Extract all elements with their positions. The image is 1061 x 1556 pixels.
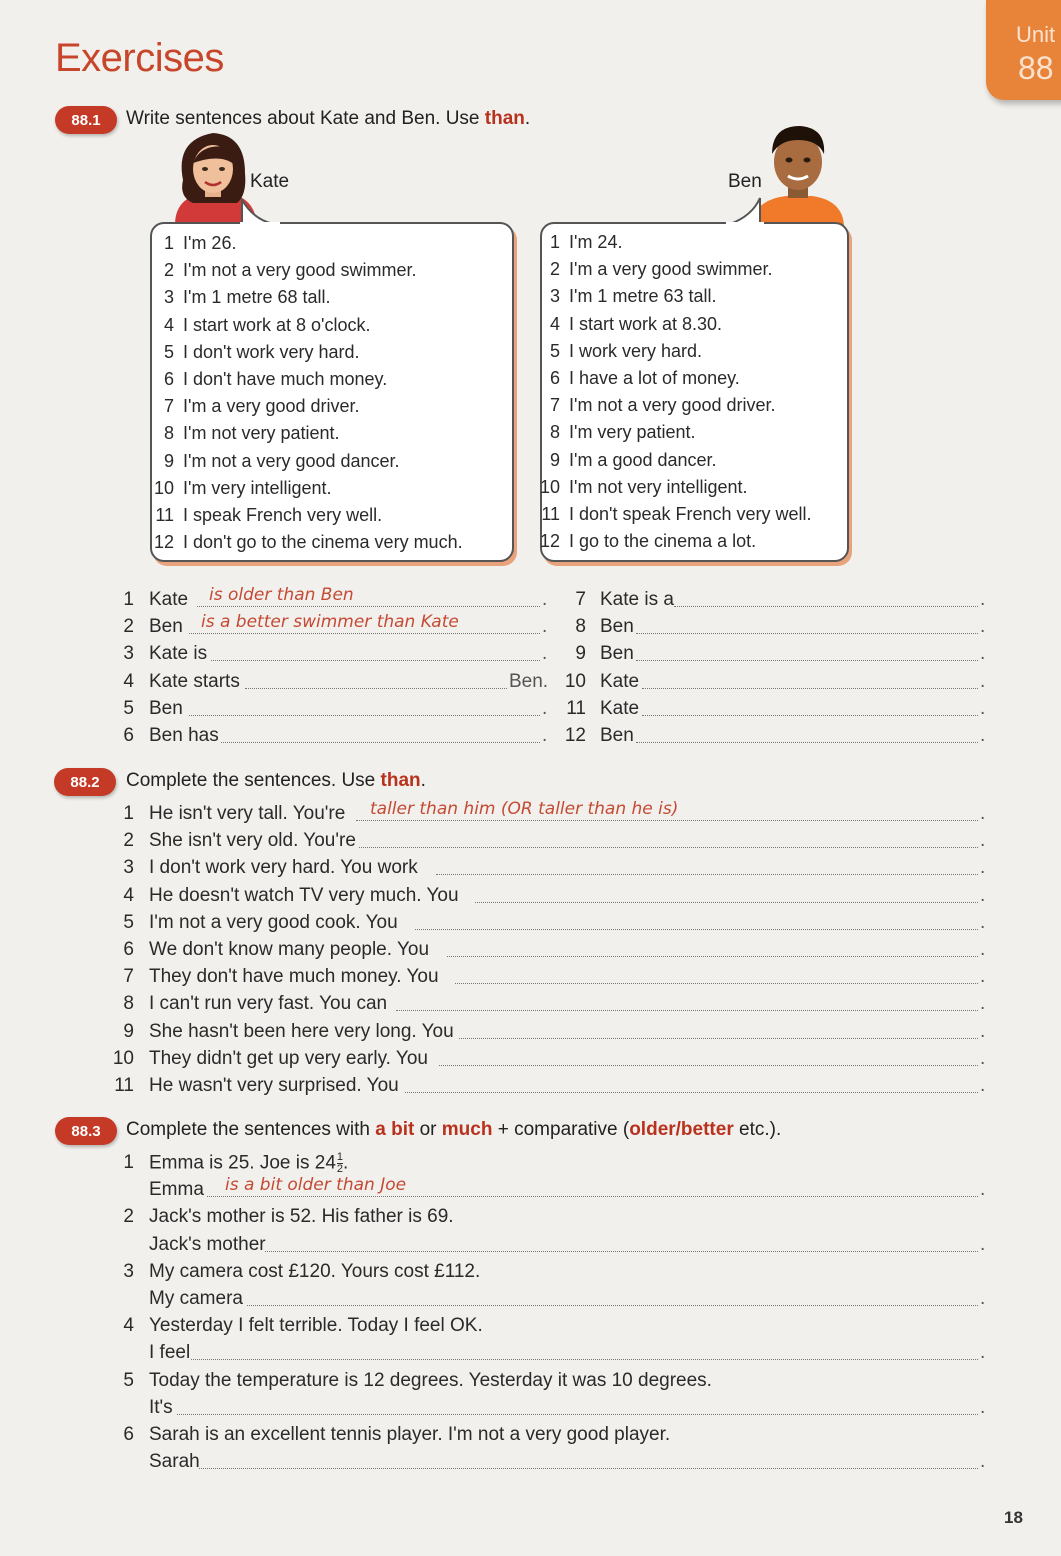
line-end: . xyxy=(980,616,986,638)
item-number: 10 xyxy=(112,1047,134,1069)
ben-statement xyxy=(536,259,773,280)
kate-statement xyxy=(150,315,371,336)
item-prompt: Jack's mother xyxy=(149,1233,266,1255)
ben-statement-number: 10 xyxy=(539,476,560,497)
kate-statement-text: I'm 26. xyxy=(183,233,237,253)
line-end: . xyxy=(980,1288,986,1309)
answer-field[interactable] xyxy=(455,966,978,984)
kate-statement-number: 7 xyxy=(163,396,174,417)
answer-row xyxy=(112,725,552,749)
answer-row xyxy=(112,830,992,854)
answer-row xyxy=(112,966,992,990)
kate-statement-text: I start work at 8 o'clock. xyxy=(183,314,371,335)
item-prompt: Kate starts xyxy=(149,670,240,692)
item-prompt: Ben xyxy=(600,616,634,638)
line-end: . xyxy=(542,697,548,719)
item-question xyxy=(149,1152,348,1175)
ben-statement xyxy=(536,395,776,416)
kate-statement xyxy=(150,505,382,526)
item-number: 3 xyxy=(123,1260,134,1282)
ben-statement-number: 2 xyxy=(549,259,560,280)
item-prompt: He doesn't watch TV very much. You xyxy=(149,884,459,906)
unit-label: Unit xyxy=(1016,22,1056,47)
item-prompt: Ben xyxy=(600,725,634,746)
kate-statement xyxy=(150,423,340,444)
item-prompt: He isn't very tall. You're xyxy=(149,803,346,824)
question-row xyxy=(112,1261,992,1285)
item-prompt: It's xyxy=(149,1396,173,1418)
ben-statement-text: I'm not a very good driver. xyxy=(569,395,776,416)
kate-statement xyxy=(150,260,417,281)
kate-statement-number: 1 xyxy=(163,233,174,253)
line-end: Ben. xyxy=(509,670,549,692)
item-number: 10 xyxy=(564,670,586,692)
kate-statement-text: I'm 1 metre 68 tall. xyxy=(183,287,331,308)
ben-statement xyxy=(536,477,748,498)
item-prompt: Sarah xyxy=(149,1451,200,1473)
unit-tab xyxy=(986,0,1061,100)
kate-statement-number: 12 xyxy=(153,532,174,553)
item-number: 2 xyxy=(123,616,134,638)
answer-field[interactable] xyxy=(459,1021,978,1039)
kate-statement-text: I don't have much money. xyxy=(183,369,388,389)
kate-statement-number: 5 xyxy=(163,341,174,362)
handwritten-answer: taller than him (OR taller than he is) xyxy=(370,799,679,819)
line-end: . xyxy=(980,1047,986,1069)
item-number: 8 xyxy=(123,993,134,1015)
answer-field[interactable] xyxy=(177,1397,978,1415)
answer-row xyxy=(112,698,552,722)
kate-statement xyxy=(150,478,332,499)
answer-row xyxy=(112,912,992,936)
answer-row xyxy=(564,643,994,667)
item-prompt: Ben has xyxy=(149,725,219,746)
ben-statement-text: I start work at 8.30. xyxy=(569,313,723,334)
line-end: . xyxy=(980,670,986,692)
item-number: 3 xyxy=(123,643,134,665)
kate-statement xyxy=(150,451,400,472)
item-prompt: My camera xyxy=(149,1288,243,1309)
ben-statement-number: 8 xyxy=(549,422,560,443)
line-end: . xyxy=(980,1342,986,1364)
answer-field[interactable] xyxy=(211,643,540,661)
kate-statement-number: 6 xyxy=(163,369,174,389)
answer-row xyxy=(112,1234,992,1258)
kate-statement-text: I don't go to the cinema very much. xyxy=(183,532,463,553)
item-prompt: Kate xyxy=(149,589,189,610)
exercise-instruction-88-3: Complete the sentences with a bit or much + comparative (older/better etc.). xyxy=(126,1119,782,1140)
kate-statement-number: 4 xyxy=(163,314,174,335)
answer-field[interactable] xyxy=(642,671,978,689)
item-prompt: She hasn't been here very long. You xyxy=(149,1020,454,1042)
item-number: 11 xyxy=(566,697,586,719)
ben-statement xyxy=(536,368,740,389)
line-end: . xyxy=(980,643,986,665)
item-prompt: Kate is xyxy=(149,643,208,665)
answer-field[interactable] xyxy=(221,725,540,743)
line-end: . xyxy=(980,857,986,879)
ben-statement-number: 3 xyxy=(549,286,560,307)
line-end: . xyxy=(980,1451,986,1473)
answer-row xyxy=(564,725,994,749)
answer-field[interactable] xyxy=(191,1342,978,1360)
item-prompt: They didn't get up very early. You xyxy=(149,1047,428,1069)
question-text: Sarah is an excellent tennis player. I'm not a very good player. xyxy=(149,1424,671,1445)
item-number: 6 xyxy=(123,939,134,960)
answer-row xyxy=(564,589,994,613)
exercise-badge-88-2: 88.2 xyxy=(54,768,116,796)
item-prompt: Emma xyxy=(149,1179,204,1201)
line-end: . xyxy=(980,1396,986,1418)
question-row xyxy=(112,1370,992,1394)
ben-statement-number: 6 xyxy=(549,368,560,388)
line-end: . xyxy=(980,993,986,1015)
ben-statement-text: I'm a good dancer. xyxy=(569,449,717,470)
kate-statement xyxy=(150,396,360,417)
kate-statement-text: I'm a very good driver. xyxy=(183,396,360,417)
item-question xyxy=(149,1370,712,1392)
kate-statement-text: I don't work very hard. xyxy=(183,341,360,362)
item-number: 11 xyxy=(114,1075,134,1096)
item-number: 1 xyxy=(123,1152,134,1173)
line-end: . xyxy=(980,830,986,852)
answer-row xyxy=(564,698,994,722)
question-text: My camera cost £120. Yours cost £112. xyxy=(149,1260,481,1282)
item-prompt: Ben xyxy=(600,643,634,665)
answer-row xyxy=(564,671,994,695)
answer-field[interactable] xyxy=(359,830,978,848)
item-number: 9 xyxy=(123,1020,134,1042)
ben-statement xyxy=(536,531,756,552)
exercise-badge-88-1: 88.1 xyxy=(55,106,117,134)
kate-statement-number: 3 xyxy=(163,287,174,308)
line-end: . xyxy=(542,643,548,665)
kate-statement-text: I'm not very patient. xyxy=(183,423,340,444)
item-question xyxy=(149,1261,480,1283)
kate-statement-number: 8 xyxy=(163,423,174,444)
exercise-instruction-88-1: Write sentences about Kate and Ben. Use than. xyxy=(126,108,531,129)
ben-statement-number: 4 xyxy=(549,313,560,334)
line-end: . xyxy=(980,884,986,906)
question-text: Jack's mother is 52. His father is 69. xyxy=(149,1206,454,1228)
kate-statement-text: I'm not a very good dancer. xyxy=(183,450,400,471)
ben-statement-number: 12 xyxy=(539,531,560,552)
question-text: Emma is 25. Joe is 24 xyxy=(149,1152,336,1174)
item-question xyxy=(149,1424,670,1446)
item-number: 1 xyxy=(123,589,134,610)
item-number: 5 xyxy=(123,911,134,933)
ben-statement-text: I'm not very intelligent. xyxy=(569,476,748,497)
kate-statement xyxy=(150,369,387,390)
answer-field[interactable] xyxy=(439,1048,978,1066)
answer-row xyxy=(112,612,552,640)
line-end: . xyxy=(980,966,986,988)
item-prompt: Ben xyxy=(149,697,183,719)
ben-statement xyxy=(536,504,812,525)
ben-statement-number: 1 xyxy=(549,232,560,252)
answer-field[interactable] xyxy=(415,912,978,930)
kate-statement-text: I'm very intelligent. xyxy=(183,477,332,498)
item-question xyxy=(149,1206,454,1228)
item-number: 7 xyxy=(123,966,134,988)
line-end: . xyxy=(980,697,986,719)
answer-field[interactable] xyxy=(247,1288,978,1306)
answer-row xyxy=(112,1342,992,1366)
item-question xyxy=(149,1315,483,1337)
page-title: Exercises xyxy=(55,36,224,80)
kate-name-label: Kate xyxy=(250,171,290,192)
ben-name-label: Ben xyxy=(728,171,762,192)
item-prompt: She isn't very old. You're xyxy=(149,830,356,852)
handwritten-answer: is a better swimmer than Kate xyxy=(201,612,459,633)
item-number: 4 xyxy=(123,884,134,906)
item-prompt: I feel xyxy=(149,1342,191,1364)
ben-statement-text: I don't speak French very well. xyxy=(569,504,812,524)
answer-field[interactable] xyxy=(189,698,540,716)
answer-row xyxy=(564,616,994,640)
line-end: . xyxy=(542,616,548,638)
kate-statement-number: 9 xyxy=(163,450,174,471)
question-row xyxy=(112,1152,992,1176)
item-prompt: I don't work very hard. You work xyxy=(149,857,418,879)
ben-statement-number: 5 xyxy=(549,340,560,361)
ben-statement-text: I work very hard. xyxy=(569,340,703,361)
question-end: . xyxy=(343,1152,349,1174)
ben-statement xyxy=(536,341,702,362)
answer-row xyxy=(112,1397,992,1421)
page-number: 18 xyxy=(1004,1508,1023,1527)
question-text: Yesterday I felt terrible. Today I feel OK. xyxy=(149,1315,483,1337)
item-prompt: We don't know many people. You xyxy=(149,939,430,960)
item-prompt: Kate xyxy=(600,670,640,692)
answer-field[interactable] xyxy=(636,643,978,661)
item-number: 2 xyxy=(123,1206,134,1228)
kate-statement-number: 10 xyxy=(153,477,174,498)
answer-field[interactable] xyxy=(396,993,978,1011)
answer-field[interactable] xyxy=(475,885,978,903)
item-prompt: I'm not a very good cook. You xyxy=(149,911,398,933)
kate-statement xyxy=(150,342,360,363)
answer-row xyxy=(112,643,552,667)
ben-statement-text: I'm a very good swimmer. xyxy=(569,259,773,280)
ben-statement xyxy=(536,450,717,471)
item-number: 4 xyxy=(123,1315,134,1337)
answer-row xyxy=(112,1075,992,1099)
answer-field[interactable] xyxy=(636,616,978,634)
kate-statement xyxy=(150,532,463,553)
answer-row xyxy=(112,993,992,1017)
ben-statement-number: 7 xyxy=(549,395,560,416)
item-number: 5 xyxy=(123,697,134,719)
question-row xyxy=(112,1206,992,1230)
answer-field[interactable] xyxy=(447,939,978,957)
question-row xyxy=(112,1315,992,1339)
item-prompt: Kate xyxy=(600,697,640,719)
ben-statement-text: I'm 1 metre 63 tall. xyxy=(569,286,717,307)
item-number: 7 xyxy=(575,589,586,610)
kate-statement xyxy=(150,233,236,254)
unit-number: 88 xyxy=(1018,50,1054,86)
item-number: 8 xyxy=(575,616,586,638)
line-end: . xyxy=(542,589,548,610)
answer-field[interactable] xyxy=(642,698,978,716)
line-end: . xyxy=(980,803,986,824)
ben-statement-text: I go to the cinema a lot. xyxy=(569,531,757,552)
ben-statement-number: 9 xyxy=(549,449,560,470)
answer-row xyxy=(112,1288,992,1312)
line-end: . xyxy=(542,725,548,746)
item-prompt: He wasn't very surprised. You xyxy=(149,1075,399,1096)
item-prompt: Kate is a xyxy=(600,589,674,610)
handwritten-answer: is a bit older than Joe xyxy=(225,1175,407,1196)
handwritten-answer: is older than Ben xyxy=(209,585,354,605)
answer-row xyxy=(112,1175,992,1203)
kate-statement-text: I speak French very well. xyxy=(183,505,383,525)
ben-statement xyxy=(536,314,722,335)
ben-bubble-tail-icon xyxy=(726,196,764,228)
item-number: 12 xyxy=(564,725,586,746)
answer-row xyxy=(112,1451,992,1475)
item-prompt: Ben xyxy=(149,616,183,638)
ben-statement-text: I have a lot of money. xyxy=(569,368,740,388)
line-end: . xyxy=(980,911,986,933)
item-number: 5 xyxy=(123,1369,134,1391)
ben-statement xyxy=(536,232,622,253)
answer-field[interactable] xyxy=(265,1234,978,1252)
item-number: 9 xyxy=(575,643,586,665)
line-end: . xyxy=(980,725,986,746)
item-number: 6 xyxy=(123,725,134,746)
answer-row xyxy=(112,885,992,909)
answer-field[interactable] xyxy=(245,671,507,689)
answer-field[interactable] xyxy=(405,1075,978,1093)
line-end: . xyxy=(980,939,986,960)
line-end: . xyxy=(980,1179,986,1201)
item-number: 2 xyxy=(123,830,134,852)
item-number: 4 xyxy=(123,670,134,692)
item-prompt: They don't have much money. You xyxy=(149,966,439,988)
kate-bubble-tail-icon xyxy=(240,198,280,228)
answer-field[interactable] xyxy=(674,589,978,607)
question-text: Today the temperature is 12 degrees. Yesterday it was 10 degrees. xyxy=(149,1369,712,1391)
line-end: . xyxy=(980,1020,986,1042)
answer-row xyxy=(112,1048,992,1072)
answer-field[interactable] xyxy=(636,725,978,743)
ben-statement xyxy=(536,286,717,307)
answer-row xyxy=(112,1021,992,1045)
line-end: . xyxy=(980,1075,986,1096)
answer-row xyxy=(112,857,992,881)
kate-statement-number: 2 xyxy=(163,260,174,281)
ben-statement-text: I'm 24. xyxy=(569,232,623,252)
question-row xyxy=(112,1424,992,1448)
item-number: 1 xyxy=(123,803,134,824)
exercise-instruction-88-2: Complete the sentences. Use than. xyxy=(126,770,426,791)
answer-row xyxy=(112,939,992,963)
ben-statement-number: 11 xyxy=(541,504,560,524)
answer-field[interactable] xyxy=(436,857,978,875)
ben-statement xyxy=(536,422,695,443)
answer-row xyxy=(112,585,552,613)
kate-statement-text: I'm not a very good swimmer. xyxy=(183,260,417,281)
item-number: 6 xyxy=(123,1424,134,1445)
answer-field[interactable] xyxy=(199,1451,978,1469)
answer-row xyxy=(112,671,552,695)
fraction-denominator: 2 xyxy=(336,1163,344,1175)
exercise-badge-88-3: 88.3 xyxy=(55,1117,117,1145)
item-number: 3 xyxy=(123,857,134,879)
answer-row xyxy=(112,799,992,827)
kate-statement xyxy=(150,287,331,308)
fraction-numerator: 1 xyxy=(336,1151,344,1163)
line-end: . xyxy=(980,589,986,610)
ben-statement-text: I'm very patient. xyxy=(569,422,696,443)
item-prompt: I can't run very fast. You can xyxy=(149,993,388,1015)
kate-statement-number: 11 xyxy=(155,505,174,525)
line-end: . xyxy=(980,1233,986,1255)
